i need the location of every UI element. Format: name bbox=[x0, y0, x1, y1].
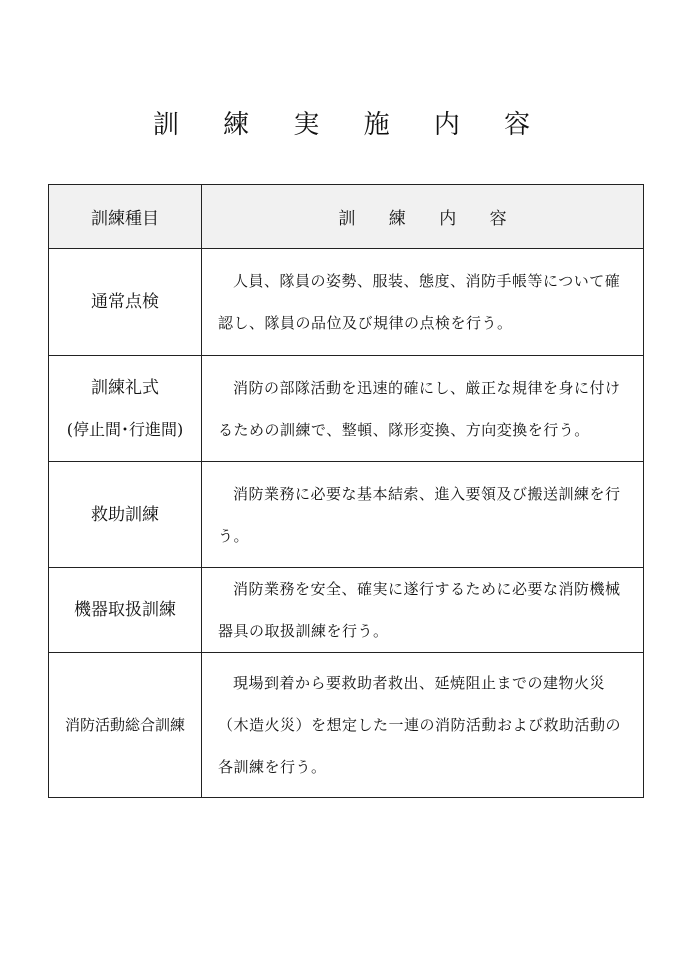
training-type-cell: 救助訓練 bbox=[49, 462, 202, 568]
header-training-content-label: 訓 練 内 容 bbox=[338, 209, 521, 229]
header-training-type: 訓練種目 bbox=[49, 185, 202, 249]
training-content-cell: 消防の部隊活動を迅速的確にし、厳正な規律を身に付けるための訓練で、整頓、隊形変換、方向変換を行う。 bbox=[202, 356, 644, 462]
training-type-sublabel: (停止間･行進間) bbox=[66, 419, 184, 439]
training-type-cell: 機器取扱訓練 bbox=[49, 568, 202, 653]
training-content-cell: 消防業務に必要な基本結索、進入要領及び搬送訓練を行う。 bbox=[202, 462, 644, 568]
training-type-label: 訓練礼式 bbox=[91, 377, 159, 398]
table-row bbox=[49, 653, 644, 798]
training-type-cell: 消防活動総合訓練 bbox=[49, 653, 202, 798]
table-header-row bbox=[49, 185, 644, 249]
table-row bbox=[49, 249, 644, 356]
training-type-cell bbox=[49, 356, 202, 462]
table-row bbox=[49, 568, 644, 653]
training-type-cell: 通常点検 bbox=[49, 249, 202, 356]
table-row bbox=[49, 356, 644, 462]
training-content-cell: 消防業務を安全、確実に遂行するために必要な消防機械器具の取扱訓練を行う。 bbox=[202, 568, 644, 653]
header-training-content bbox=[202, 185, 644, 249]
table-row bbox=[49, 462, 644, 568]
training-table bbox=[48, 184, 644, 798]
training-content-cell: 人員、隊員の姿勢、服装、態度、消防手帳等について確認し、隊員の品位及び規律の点検を行う。 bbox=[202, 249, 644, 356]
training-content-cell: 現場到着から要救助者救出、延焼阻止までの建物火災（木造火災）を想定した一連の消防活動および救助活動の各訓練を行う。 bbox=[202, 653, 644, 798]
page-title: 訓 練 実 施 内 容 bbox=[152, 110, 549, 140]
